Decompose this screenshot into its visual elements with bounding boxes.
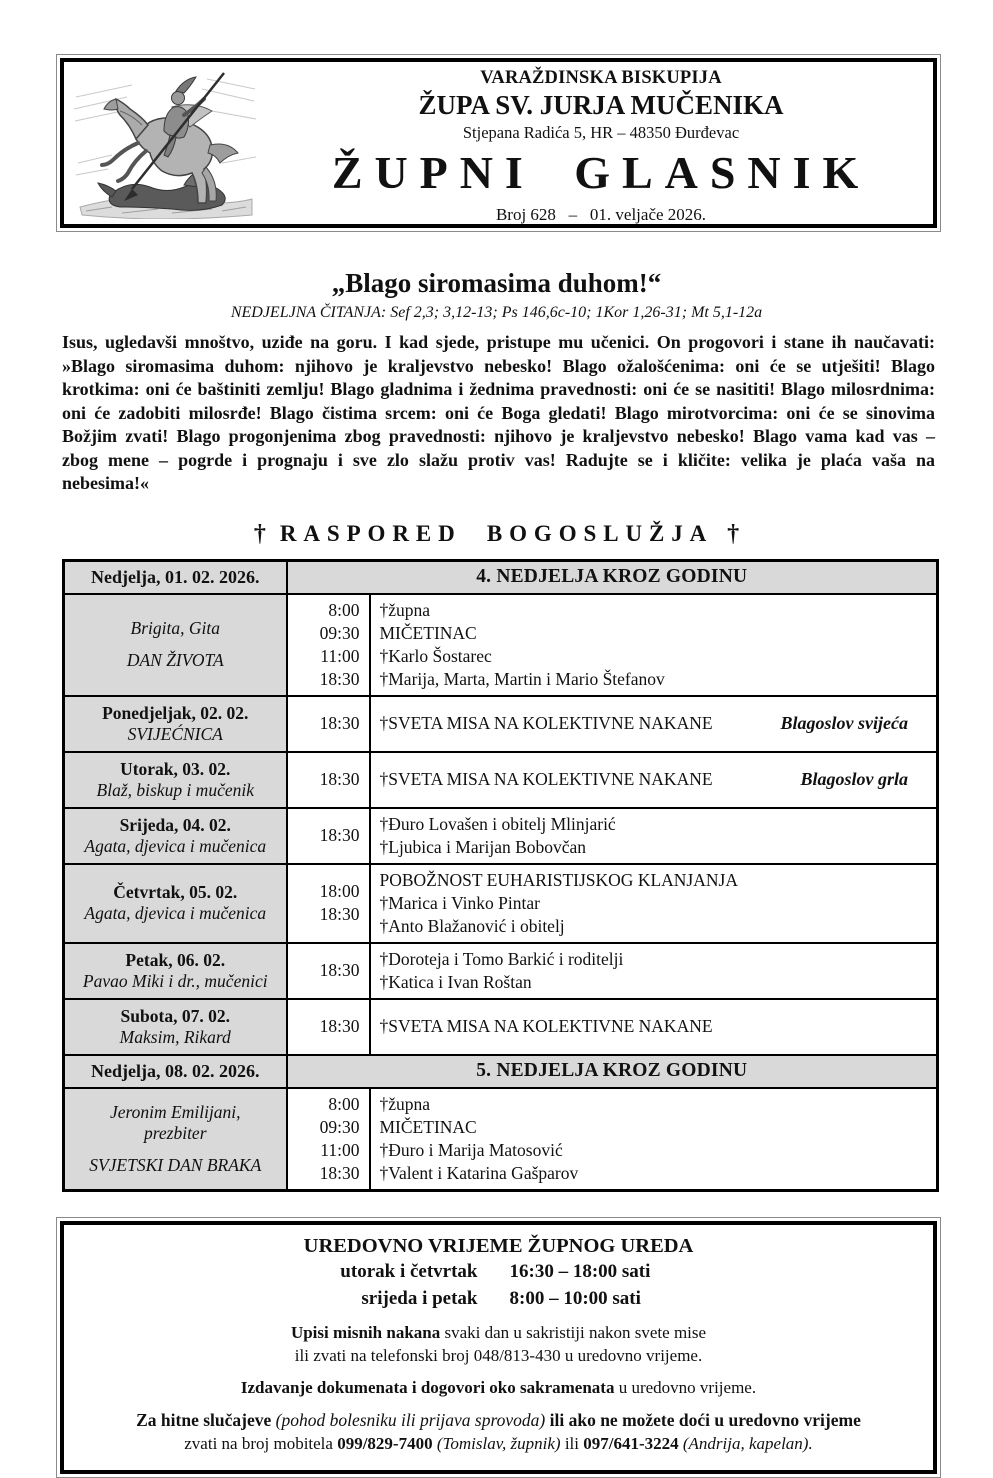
schedule-day-row (64, 808, 938, 864)
office-hours-box-inner (60, 1221, 937, 1474)
schedule-header-row (64, 560, 938, 594)
issue-number-and-date: Broj 628 – 01. veljače 2026. (495, 205, 707, 224)
office-notes (82, 1321, 915, 1455)
office-note-line (82, 1376, 915, 1399)
text-segment: Za hitne slučajeve (136, 1409, 276, 1430)
text-segment: (Andrija, kapelan). (678, 1433, 813, 1453)
header-text-block (269, 68, 933, 225)
mass-times-cell (287, 1088, 370, 1191)
office-note-line (82, 1409, 915, 1432)
day-label-line: prezbiter (143, 1122, 207, 1143)
day-label-line: Pavao Miki i dr., mučenici (82, 970, 268, 991)
mass-time: 09:30 (319, 1116, 360, 1137)
office-hours-days: srijeda i petak (361, 1287, 478, 1309)
text-segment: zvati na broj mobitela (184, 1433, 338, 1453)
mass-time: 8:00 (328, 1093, 360, 1114)
mass-intention: †SVETA MISA NA KOLEKTIVNE NAKANE (379, 1016, 713, 1036)
day-label-cell (64, 864, 287, 943)
dagger-icon: † (253, 520, 266, 547)
office-hours-days: utorak i četvrtak (340, 1260, 478, 1282)
day-label-line: Subota, 07. 02. (120, 1005, 230, 1026)
day-label-cell (64, 752, 287, 808)
office-hours-box (56, 1217, 941, 1478)
mass-intention: MIČETINAC (379, 622, 477, 643)
schedule-day-row (64, 864, 938, 943)
schedule-day-row (64, 1088, 938, 1191)
parish-name: ŽUPA SV. JURJA MUČENIKA (418, 90, 784, 120)
blessing-note: Blagoslov svijeća (780, 713, 908, 733)
mass-intentions-cell (370, 999, 938, 1055)
st-george-illustration (72, 67, 258, 219)
text-segment: (Tomislav, župnik) (432, 1433, 561, 1453)
sunday-title-cell: 4. NEDJELJA KROZ GODINU (287, 560, 938, 594)
day-label-line: Jeronim Emilijani, (109, 1101, 241, 1122)
day-label-cell (64, 943, 287, 999)
mass-intention: †župna (379, 599, 431, 620)
mass-intentions-cell (370, 696, 938, 752)
office-note-line (82, 1344, 915, 1367)
day-label-line: SVIJEĆNICA (127, 723, 223, 744)
office-title: UREDOVNO VRIJEME ŽUPNOG UREDA (303, 1234, 694, 1257)
mass-intentions-cell (370, 752, 938, 808)
text-segment: Izdavanje dokumenata i dogovori oko sakramenata (240, 1377, 615, 1397)
mass-intentions-cell (370, 594, 938, 696)
mass-time: 18:30 (319, 713, 360, 733)
bulletin-title: ŽUPNI GLASNIK (331, 147, 871, 198)
mass-time: 18:30 (319, 1162, 360, 1183)
office-hours-time: 8:00 – 10:00 sati (509, 1287, 641, 1309)
day-label-line: Četvrtak, 05. 02. (113, 882, 238, 902)
office-note-line (82, 1321, 915, 1344)
mass-times-cell (287, 696, 370, 752)
mass-time: 8:00 (328, 599, 360, 620)
mass-time: 11:00 (320, 645, 360, 666)
office-hours-row (82, 1285, 915, 1312)
schedule-day-row (64, 696, 938, 752)
mass-intention: †SVETA MISA NA KOLEKTIVNE NAKANE Blagoslov svijeća (380, 712, 931, 735)
mass-times-cell (287, 594, 370, 696)
text-segment: 099/829-7400 (337, 1433, 433, 1453)
mass-times-cell (287, 752, 370, 808)
sunday-title-cell: 5. NEDJELJA KROZ GODINU (287, 1055, 938, 1088)
mass-intention: MIČETINAC (379, 1116, 477, 1137)
schedule-date-cell: Nedjelja, 01. 02. 2026. (64, 560, 287, 594)
mass-intention: †Đuro i Marija Matosović (379, 1139, 563, 1160)
diocese-name: VARAŽDINSKA BISKUPIJA (480, 68, 722, 88)
mass-time: 18:30 (319, 960, 360, 980)
schedule-day-row (64, 943, 938, 999)
mass-intention: †Valent i Katarina Gašparov (379, 1162, 579, 1183)
mass-intention: †SVETA MISA NA KOLEKTIVNE NAKANE Blagoslov grla (380, 768, 931, 791)
day-label-cell (64, 1088, 287, 1191)
day-label-line: SVJETSKI DAN BRAKA (89, 1154, 262, 1175)
mass-time: 18:30 (319, 904, 360, 924)
mass-intentions-cell (370, 1088, 938, 1191)
mass-times-cell (287, 808, 370, 864)
mass-intention: †župna (379, 1093, 431, 1114)
blessing-note: Blagoslov grla (800, 769, 908, 789)
mass-intention: †Ljubica i Marijan Bobovčan (379, 836, 587, 857)
day-label-line: Blaž, biskup i mučenik (96, 779, 254, 800)
text-segment: ili (560, 1433, 584, 1453)
mass-intention: †Katica i Ivan Roštan (379, 971, 532, 992)
gospel-text: Isus, ugledavši mnoštvo, uziđe na goru. I kad sjede, pristupe mu učenici. On progovori i stane ih naučavati: »Blago siromasima duhom: njihovo je kraljevstvo nebesko! Blago ožalošćenima: oni će se utješiti! Blago krotkima: oni će baštiniti zemlju! Blago gladnima i žednima pravednosti: oni će se nasititi! Blago milosrdnima: oni će zadobiti milosrđe! Blago čistima srcem: oni će Boga gledati! Blago mirotvorcima: oni će se sinovima Božjim zvati! Blago progonjenima zbog pravednosti: njihovo je kraljevstvo nebesko! Blago vama kad vas – zbog mene – pogrde i prognaju i sve zlo slažu protiv vas! Radujte se i kličite: velika je plaća vaša na nebesima!« (62, 332, 935, 493)
day-label-line: Agata, djevica i mučenica (84, 903, 267, 923)
mass-intention: †Doroteja i Tomo Barkić i roditelji (379, 948, 624, 969)
schedule-table-body (64, 560, 938, 1190)
office-hours (82, 1258, 915, 1312)
mass-schedule-table (62, 559, 939, 1192)
gospel-title: „Blago siromasima duhom!“ (331, 268, 662, 298)
header-box (56, 54, 941, 232)
day-label-cell (64, 999, 287, 1055)
day-label-line: Maksim, Rikard (119, 1026, 231, 1047)
day-label-line: Srijeda, 04. 02. (119, 814, 231, 835)
parish-address: Stjepana Radića 5, HR – 48350 Đurđevac (462, 123, 740, 142)
schedule-day-row (64, 999, 938, 1055)
day-label-cell (64, 594, 287, 696)
mass-intention: †Anto Blažanović i obitelj (379, 915, 565, 936)
mass-intention: †Marica i Vinko Pintar (379, 892, 540, 913)
schedule-day-row (64, 752, 938, 808)
mass-time: 18:30 (319, 769, 360, 789)
day-label-line: Utorak, 03. 02. (120, 758, 231, 779)
mass-intentions-cell (370, 864, 938, 943)
day-label-cell (64, 696, 287, 752)
mass-time: 11:00 (320, 1139, 360, 1160)
mass-time: 18:30 (319, 1016, 360, 1036)
text-segment: u uredovno vrijeme. (614, 1377, 757, 1397)
day-label-line: Brigita, Gita (130, 618, 220, 638)
mass-time: 18:30 (319, 668, 360, 689)
mass-intentions-cell (370, 943, 938, 999)
text-segment: ili ako ne možete doći u uredovno vrijeme (545, 1409, 861, 1430)
schedule-heading-text: RASPORED BOGOSLUŽJA (279, 520, 714, 546)
mass-times-cell (287, 999, 370, 1055)
text-segment: ili zvati na telefonski broj 048/813-430 u uredovno vrijeme. (294, 1345, 703, 1365)
office-hours-time: 16:30 – 18:00 sati (509, 1260, 651, 1282)
mass-intention: †Karlo Šostarec (379, 645, 492, 666)
mass-time: 18:00 (319, 881, 360, 901)
office-note-line (82, 1432, 915, 1455)
text-segment: svaki dan u sakristiji nakon svete mise (440, 1322, 707, 1342)
mass-time: 09:30 (319, 622, 360, 643)
schedule-heading (0, 521, 993, 548)
day-label-line: Agata, djevica i mučenica (84, 835, 267, 856)
schedule-date-cell: Nedjelja, 08. 02. 2026. (64, 1055, 287, 1088)
mass-times-cell (287, 864, 370, 943)
text-segment: (pohod bolesniku ili prijava sprovoda) (275, 1409, 546, 1430)
day-label-line: Ponedjeljak, 02. 02. (102, 702, 249, 723)
sunday-readings: NEDJELJNA ČITANJA: Sef 2,3; 3,12-13; Ps 146,6c-10; 1Kor 1,26-31; Mt 5,1-12a (230, 304, 763, 321)
mass-times-cell (287, 943, 370, 999)
text-segment: 097/641-3224 (583, 1433, 679, 1453)
schedule-day-row (64, 594, 938, 696)
mass-intentions-cell (370, 808, 938, 864)
text-segment: Upisi misnih nakana (290, 1322, 441, 1342)
schedule-header-row (64, 1055, 938, 1088)
mass-intention: †Đuro Lovašen i obitelj Mlinjarić (379, 813, 616, 834)
office-hours-row (82, 1258, 915, 1285)
day-label-line: Petak, 06. 02. (125, 949, 226, 970)
day-label-line: DAN ŽIVOTA (126, 650, 224, 670)
header-box-inner (60, 58, 937, 228)
mass-intention: POBOŽNOST EUHARISTIJSKOG KLANJANJA (379, 869, 738, 890)
mass-intention: †Marija, Marta, Martin i Mario Štefanov (379, 668, 665, 689)
gospel-section (0, 268, 993, 496)
mass-time: 18:30 (319, 825, 360, 845)
dagger-icon: † (727, 520, 740, 547)
day-label-cell (64, 808, 287, 864)
